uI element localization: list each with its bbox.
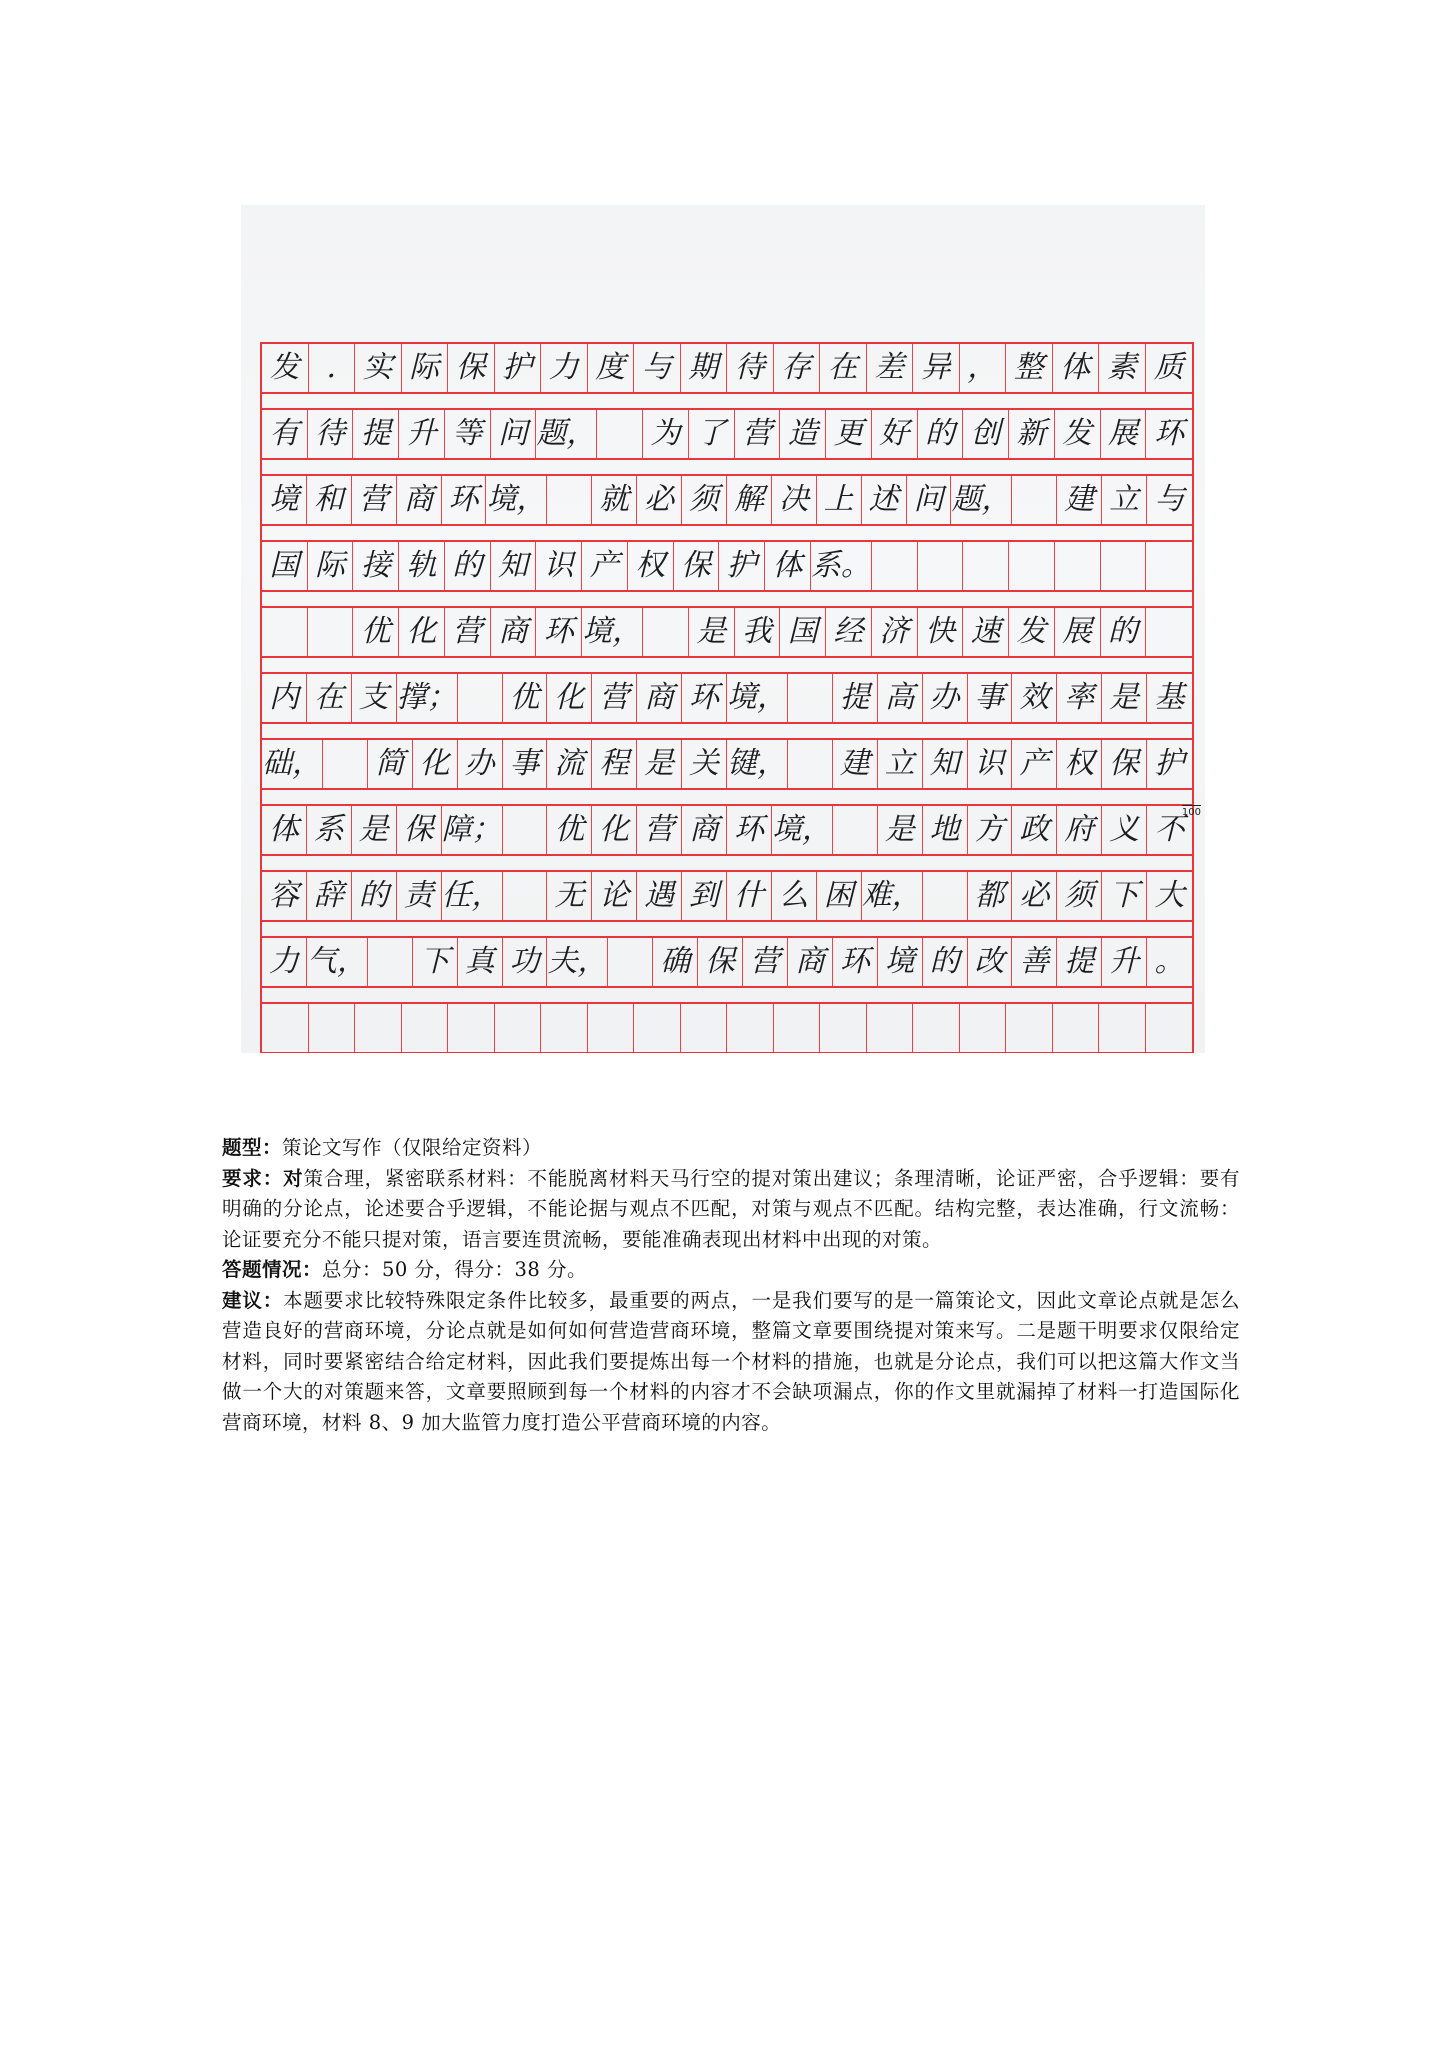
grid-cell: 必 [1012,872,1057,920]
grid-cell [323,740,368,788]
grid-cell: 问 [491,410,537,458]
grid-cell: 待 [727,344,774,392]
grid-row-gap [262,724,1192,738]
grid-cell: 环 [833,938,878,986]
grid-cell: 化 [399,608,445,656]
grid-cell: 义 [1102,806,1147,854]
grid-cell [541,1004,588,1052]
grid-cell [643,608,689,656]
grid-cell: 环 [1154,416,1185,451]
grid-row-gap [262,922,1192,936]
grid-cell: 等 [445,410,491,458]
grid-cell: 就 [592,476,637,524]
grid-cell: 方 [968,806,1013,854]
grid-cell: 素 [1099,344,1146,392]
grid-cell [458,674,503,722]
grid-row [262,342,1192,408]
grid-cell [1146,542,1192,590]
advice-label: 建议： [222,1288,284,1312]
grid-cell: 升 [1102,938,1147,986]
grid-cell: ， [960,344,1007,392]
grid-cell: 下 [1102,872,1147,920]
grid-cell [774,1004,821,1052]
grid-cell [448,1004,495,1052]
grid-cell [923,872,968,920]
grid-cell: 气， [307,938,368,986]
grid-cell: 保 [397,806,442,854]
grid-cell: 环 [536,608,582,656]
grid-cells [262,408,1192,460]
grid-cell: 在 [820,344,867,392]
advice-paragraph [222,1286,1240,1439]
grid-cell: 确 [653,938,698,986]
grid-cell: 展 [1055,608,1101,656]
grid-cell [1009,542,1055,590]
grid-cell [368,938,413,986]
grid-cell: 系。 [811,542,872,590]
grid-cell: 支 [352,674,397,722]
grid-cell: 境 [878,938,923,986]
grid-cell: 到 [682,872,727,920]
grid-cell: 须 [682,476,727,524]
grid-cell: 整 [1006,344,1053,392]
grid-cell: 办 [923,674,968,722]
grid-cell: 下 [413,938,458,986]
grid-cell: 体 [1053,344,1100,392]
grid-row-gap [262,988,1192,1002]
grid-cell: 遇 [637,872,682,920]
grid-cell: 际 [402,344,449,392]
handwritten-essay-photo [241,205,1205,1053]
grid-cell [960,1004,1007,1052]
grid-cells [262,342,1192,394]
grid-cell: 创 [963,410,1009,458]
grid-cell: 识 [968,740,1013,788]
grid-cell [918,542,964,590]
grid-cell: 与 [1154,482,1185,517]
grid-cell: 决 [772,476,817,524]
grid-cell: 是 [352,806,397,854]
grid-cell: 力 [541,344,588,392]
requirements-text: 策合理，紧密联系材料：不能脱离材料天马行空的提对策出建议；条理清晰，论证严密，合乎逻辑：要有明确的分论点，论述要合乎逻辑，不能论据与观点不匹配，对策与观点不匹配。结构完整，表达准确，行文流畅：论证要充分不能只提对策，语言要连贯流畅，要能准确表现出材料中出现的对策。 [222,1166,1240,1251]
grid-cell [1101,542,1147,590]
grid-cell: 不 [1154,812,1185,847]
grid-cell [1012,476,1057,524]
grid-cell: 有 [262,410,308,458]
grid-cell: 事 [503,740,548,788]
grid-cell: 保 [448,344,495,392]
grid-cells [262,738,1192,790]
grid-cell: 辞 [307,872,352,920]
grid-cell: 容 [262,872,307,920]
grid-cell: 键， [727,740,788,788]
grid-row-gap [262,394,1192,408]
grid-cell: 国 [780,608,826,656]
grid-cell [634,1004,681,1052]
grid-cells [262,804,1192,856]
grid-cell: 障； [442,806,503,854]
grid-cell: 营 [637,806,682,854]
grid-cell: 护 [719,542,765,590]
word-count-mark: 100 [1181,807,1201,818]
question-type-value: 策论文写作（仅限给定资料） [282,1136,543,1159]
grid-row [262,408,1192,474]
grid-cell: 础， [262,740,323,788]
grid-cell: 程 [592,740,637,788]
grid-cell [913,1004,960,1052]
grid-cell: 问 [907,476,952,524]
grid-cell: 的 [1101,608,1147,656]
grid-cell: 任， [442,872,503,920]
grid-cell: 是 [878,806,923,854]
grid-cell: 商 [491,608,537,656]
score-line [222,1255,1240,1286]
grid-cell: 关 [682,740,727,788]
grid-cell [1055,542,1101,590]
requirements-paragraph [222,1164,1240,1256]
grid-cell: 知 [491,542,537,590]
grid-row-gap [262,460,1192,474]
grid-cell: 大 [1154,878,1185,913]
grid-cell: 立 [878,740,923,788]
grid-cell: 提 [833,674,878,722]
grid-cells [262,936,1192,988]
grid-cell: 更 [826,410,872,458]
grid-cell: 国 [262,542,308,590]
grid-cell: 善 [1012,938,1057,986]
question-type-label: 题型： [222,1136,283,1159]
grid-cell: 境， [727,674,788,722]
grid-cell: 府 [1057,806,1102,854]
grid-cell [788,740,833,788]
grid-cell: 立 [1102,476,1147,524]
grid-cell [355,1004,402,1052]
grid-cell [820,1004,867,1052]
grid-cell: 商 [788,938,833,986]
grid-cell: 力 [262,938,307,986]
grid-cell: 撑； [397,674,458,722]
grid-cell: 待 [308,410,354,458]
grid-cell: 事 [968,674,1013,722]
grid-cell: 题， [951,476,1012,524]
grid-cell: 的 [445,542,491,590]
grid-cell [402,1004,449,1052]
grid-cell: 差 [867,344,914,392]
grid-cells [262,540,1192,592]
grid-cell: 优 [503,674,548,722]
grid-cell: 升 [399,410,445,458]
grid-cell [608,938,653,986]
grid-cell [588,1004,635,1052]
grid-cell: 须 [1057,872,1102,920]
grid-cell: 济 [872,608,918,656]
grid-cells [262,870,1192,922]
grid-cell: 权 [1057,740,1102,788]
grid-cell: 境， [772,806,833,854]
grid-cell: 轨 [399,542,445,590]
grid-cell: 建 [1057,476,1102,524]
grid-cell: 营 [352,476,397,524]
grid-row [262,606,1192,672]
grid-cell: 效 [1012,674,1057,722]
grid-cell: . [309,344,356,392]
grid-cell: 保 [674,542,720,590]
grid-cell: 保 [698,938,743,986]
grid-cell: 功 [503,938,548,986]
grid-cell: 化 [413,740,458,788]
grid-cell: 权 [628,542,674,590]
grid-cell: 境 [262,476,307,524]
grid-cell [262,1004,309,1052]
grid-cell: 和 [307,476,352,524]
grid-row-gap [262,592,1192,606]
grid-cell [1053,1004,1100,1052]
grid-cell [547,476,592,524]
grid-row [262,474,1192,540]
grid-cell: 护 [495,344,542,392]
grid-cell: 责 [397,872,442,920]
grid-cell: 接 [353,542,399,590]
grid-cell: 必 [637,476,682,524]
grid-cell: 好 [872,410,918,458]
grid-cell: 体 [262,806,307,854]
grid-cell: 境， [486,476,547,524]
grid-cell: 的 [352,872,397,920]
requirements-label: 要求：对 [222,1166,304,1190]
grid-cell [833,806,878,854]
grid-cell: 为 [643,410,689,458]
grid-cell: 解 [727,476,772,524]
grid-row-gap [262,856,1192,870]
grid-cell: 题， [536,410,597,458]
grid-cell: 系 [307,806,352,854]
grid-cell [308,608,354,656]
grid-cell: 了 [689,410,735,458]
grid-cell: 基 [1154,680,1185,715]
question-type-line [222,1133,1240,1164]
grid-row [262,540,1192,606]
grid-cell [681,1004,728,1052]
grid-cell [503,806,548,854]
grid-cell: 。 [1154,944,1185,979]
score-value: 总分：50 分，得分：38 分。 [322,1258,588,1281]
grid-cell: 知 [923,740,968,788]
grid-cell: 改 [968,938,1013,986]
grid-cell: 质 [1153,350,1184,385]
grid-cell: 困 [817,872,862,920]
grid-cells [262,474,1192,526]
grid-cell: 优 [353,608,399,656]
grid-cell: 环 [682,674,727,722]
grid-cells [262,1002,1192,1053]
grid-cell: 发 [1009,608,1055,656]
grid-cell: 商 [682,806,727,854]
grid-cell: 的 [923,938,968,986]
grid-cell [495,1004,542,1052]
grid-cell: 新 [1009,410,1055,458]
grid-cell: 境， [582,608,643,656]
grid-cell: 都 [968,872,1013,920]
grid-cell: 内 [262,674,307,722]
grid-cell [1146,1004,1193,1052]
grid-cell [867,1004,914,1052]
feedback-notes [222,1133,1240,1438]
grid-cell [309,1004,356,1052]
grid-cell: 是 [1102,674,1147,722]
grid-cell: 简 [368,740,413,788]
score-label: 答题情况： [222,1258,323,1281]
grid-row-gap [262,658,1192,672]
grid-cell: 造 [780,410,826,458]
grid-cell: 期 [681,344,728,392]
grid-cell: 建 [833,740,878,788]
grid-cell [872,542,918,590]
grid-row [262,804,1192,870]
grid-cell: 办 [458,740,503,788]
grid-cell [503,872,548,920]
grid-cell: 率 [1057,674,1102,722]
grid-row [262,672,1192,738]
grid-cell [1146,608,1192,656]
grid-cell: 上 [817,476,862,524]
grid-cell: 保 [1102,740,1147,788]
grid-cell: 营 [592,674,637,722]
grid-cell: 是 [689,608,735,656]
grid-cells [262,606,1192,658]
essay-grid-paper [260,342,1194,1053]
grid-cell: 化 [592,806,637,854]
grid-cell: 存 [774,344,821,392]
grid-cell: 营 [735,410,781,458]
grid-cell: 流 [547,740,592,788]
grid-cell: 护 [1154,746,1185,781]
grid-cell: 产 [1012,740,1057,788]
grid-cell: 度 [588,344,635,392]
grid-cell [727,1004,774,1052]
grid-cell: 营 [445,608,491,656]
grid-cell: 难， [862,872,923,920]
grid-cell [963,542,1009,590]
grid-cell: 论 [592,872,637,920]
grid-cell [1006,1004,1053,1052]
grid-cell: 经 [826,608,872,656]
grid-cell: 速 [963,608,1009,656]
grid-row [262,870,1192,936]
grid-cell: 述 [862,476,907,524]
grid-cell: 展 [1101,410,1147,458]
grid-row [262,738,1192,804]
grid-cell: 我 [735,608,781,656]
grid-cell: 营 [743,938,788,986]
grid-cell: 快 [918,608,964,656]
grid-cell: 发 [262,344,309,392]
grid-cell: 产 [582,542,628,590]
grid-cell: 识 [536,542,582,590]
grid-cell: 实 [355,344,402,392]
grid-row [262,936,1192,1002]
grid-cell: 的 [918,410,964,458]
grid-cell: 是 [637,740,682,788]
grid-cell: 发 [1055,410,1101,458]
grid-cell: 化 [547,674,592,722]
grid-row-gap [262,526,1192,540]
grid-cell: 夫， [547,938,608,986]
grid-cell: 真 [458,938,503,986]
grid-cell: 什 [727,872,772,920]
grid-row-gap [262,790,1192,804]
grid-row [262,1002,1192,1053]
grid-cell: 与 [634,344,681,392]
advice-text: 本题要求比较特殊限定条件比较多，最重要的两点，一是我们要写的是一篇策论文，因此文章论点就是怎么营造良好的营商环境，分论点就是如何如何营造营商环境，整篇文章要围绕提对策来写。二是题干明要求仅限给定材料，同时要紧密结合给定材料，因此我们要提炼出每一个材料的措施，也就是分论点，我们可以把这篇大作文当做一个大的对策题来答，文章要照顾到每一个材料的内容才不会缺项漏点，你的作文里就漏掉了材料一打造国际化营商环境，材料 8、9 加大监管力度打造公平营商环境的内容。 [222,1288,1240,1434]
grid-cell: 商 [637,674,682,722]
grid-cell: 环 [727,806,772,854]
grid-cell: 政 [1012,806,1057,854]
grid-cell: 际 [308,542,354,590]
grid-cells [262,672,1192,724]
grid-cell: 地 [923,806,968,854]
grid-cell: 提 [353,410,399,458]
grid-cell: 体 [765,542,811,590]
grid-cell: 在 [307,674,352,722]
grid-cell [1099,1004,1146,1052]
grid-cell: 无 [547,872,592,920]
grid-cell [788,674,833,722]
grid-cell: 么 [772,872,817,920]
grid-cell [597,410,643,458]
grid-cell: 提 [1057,938,1102,986]
grid-cell: 异 [913,344,960,392]
grid-cell: 高 [878,674,923,722]
grid-cell: 商 [397,476,442,524]
grid-cell: 环 [442,476,487,524]
grid-cell [262,608,308,656]
grid-cell: 优 [547,806,592,854]
